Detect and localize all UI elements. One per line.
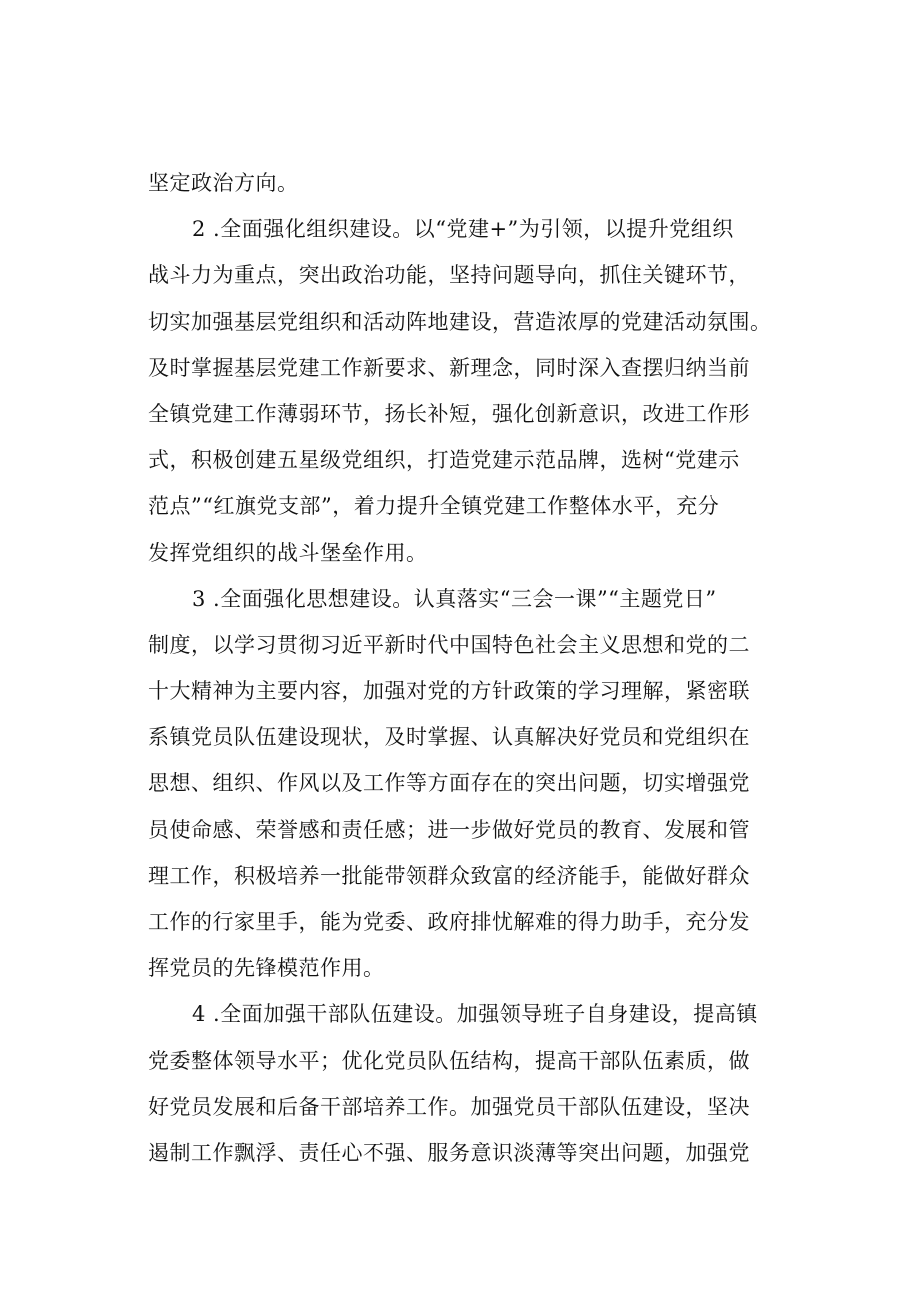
text-line: 式，积极创建五星级党组织，打造党建示范品牌，选树“党建示	[148, 448, 740, 473]
text-line: 党委整体领导水平；优化党员队伍结构，提高干部队伍素质，做	[148, 1048, 750, 1073]
text-line: 思想、组织、作风以及工作等方面存在的突出问题，切实增强党	[148, 771, 750, 796]
text-line: 工作的行家里手，能为党委、政府排忧解难的得力助手，充分发	[148, 910, 750, 934]
paragraph-2-first-line: 2 .全面强化组织建设。以“党建+”为引领，以提升党组织	[192, 217, 734, 242]
text-line: 全镇党建工作薄弱环节，扬长补短，强化创新意识，改进工作形	[148, 401, 750, 426]
text-line: 十大精神为主要内容，加强对党的方针政策的学习理解，紧密联	[148, 679, 750, 704]
body-text	[148, 160, 828, 1176]
text-line: 遏制工作飘浮、责任心不强、服务意识淡薄等突出问题，加强党	[148, 1140, 750, 1165]
text-line: 及时掌握基层党建工作新要求、新理念，同时深入查摆归纳当前	[148, 355, 750, 380]
text-line: 员使命感、荣誉感和责任感；进一步做好党员的教育、发展和管	[148, 817, 750, 842]
text-line: 发挥党组织的战斗堡垒作用。	[148, 540, 428, 565]
text-line: 好党员发展和后备干部培养工作。加强党员干部队伍建设，坚决	[148, 1094, 750, 1119]
text-line: 制度，以学习贯彻习近平新时代中国特色社会主义思想和党的二	[148, 632, 750, 657]
text-line: 坚定政治方向。	[148, 171, 299, 195]
text-line: 挥党员的先锋模范作用。	[148, 956, 385, 981]
text-line: 系镇党员队伍建设现状，及时掌握、认真解决好党员和党组织在	[148, 725, 750, 750]
text-line: 范点”“红旗党支部”，着力提升全镇党建工作整体水平，充分	[148, 494, 720, 519]
text-line: 切实加强基层党组织和活动阵地建设，营造浓厚的党建活动氛围。	[148, 309, 772, 334]
paragraph-4-first-line: 4 .全面加强干部队伍建设。加强领导班子自身建设，提高镇	[192, 1002, 758, 1027]
paragraph-3-first-line: 3 .全面强化思想建设。认真落实“三会一课”“主题党日”	[192, 586, 717, 611]
text-line: 理工作，积极培养一批能带领群众致富的经济能手，能做好群众	[148, 863, 750, 888]
text-line: 战斗力为重点，突出政治功能，坚持问题导向，抓住关键环节，	[148, 263, 750, 288]
